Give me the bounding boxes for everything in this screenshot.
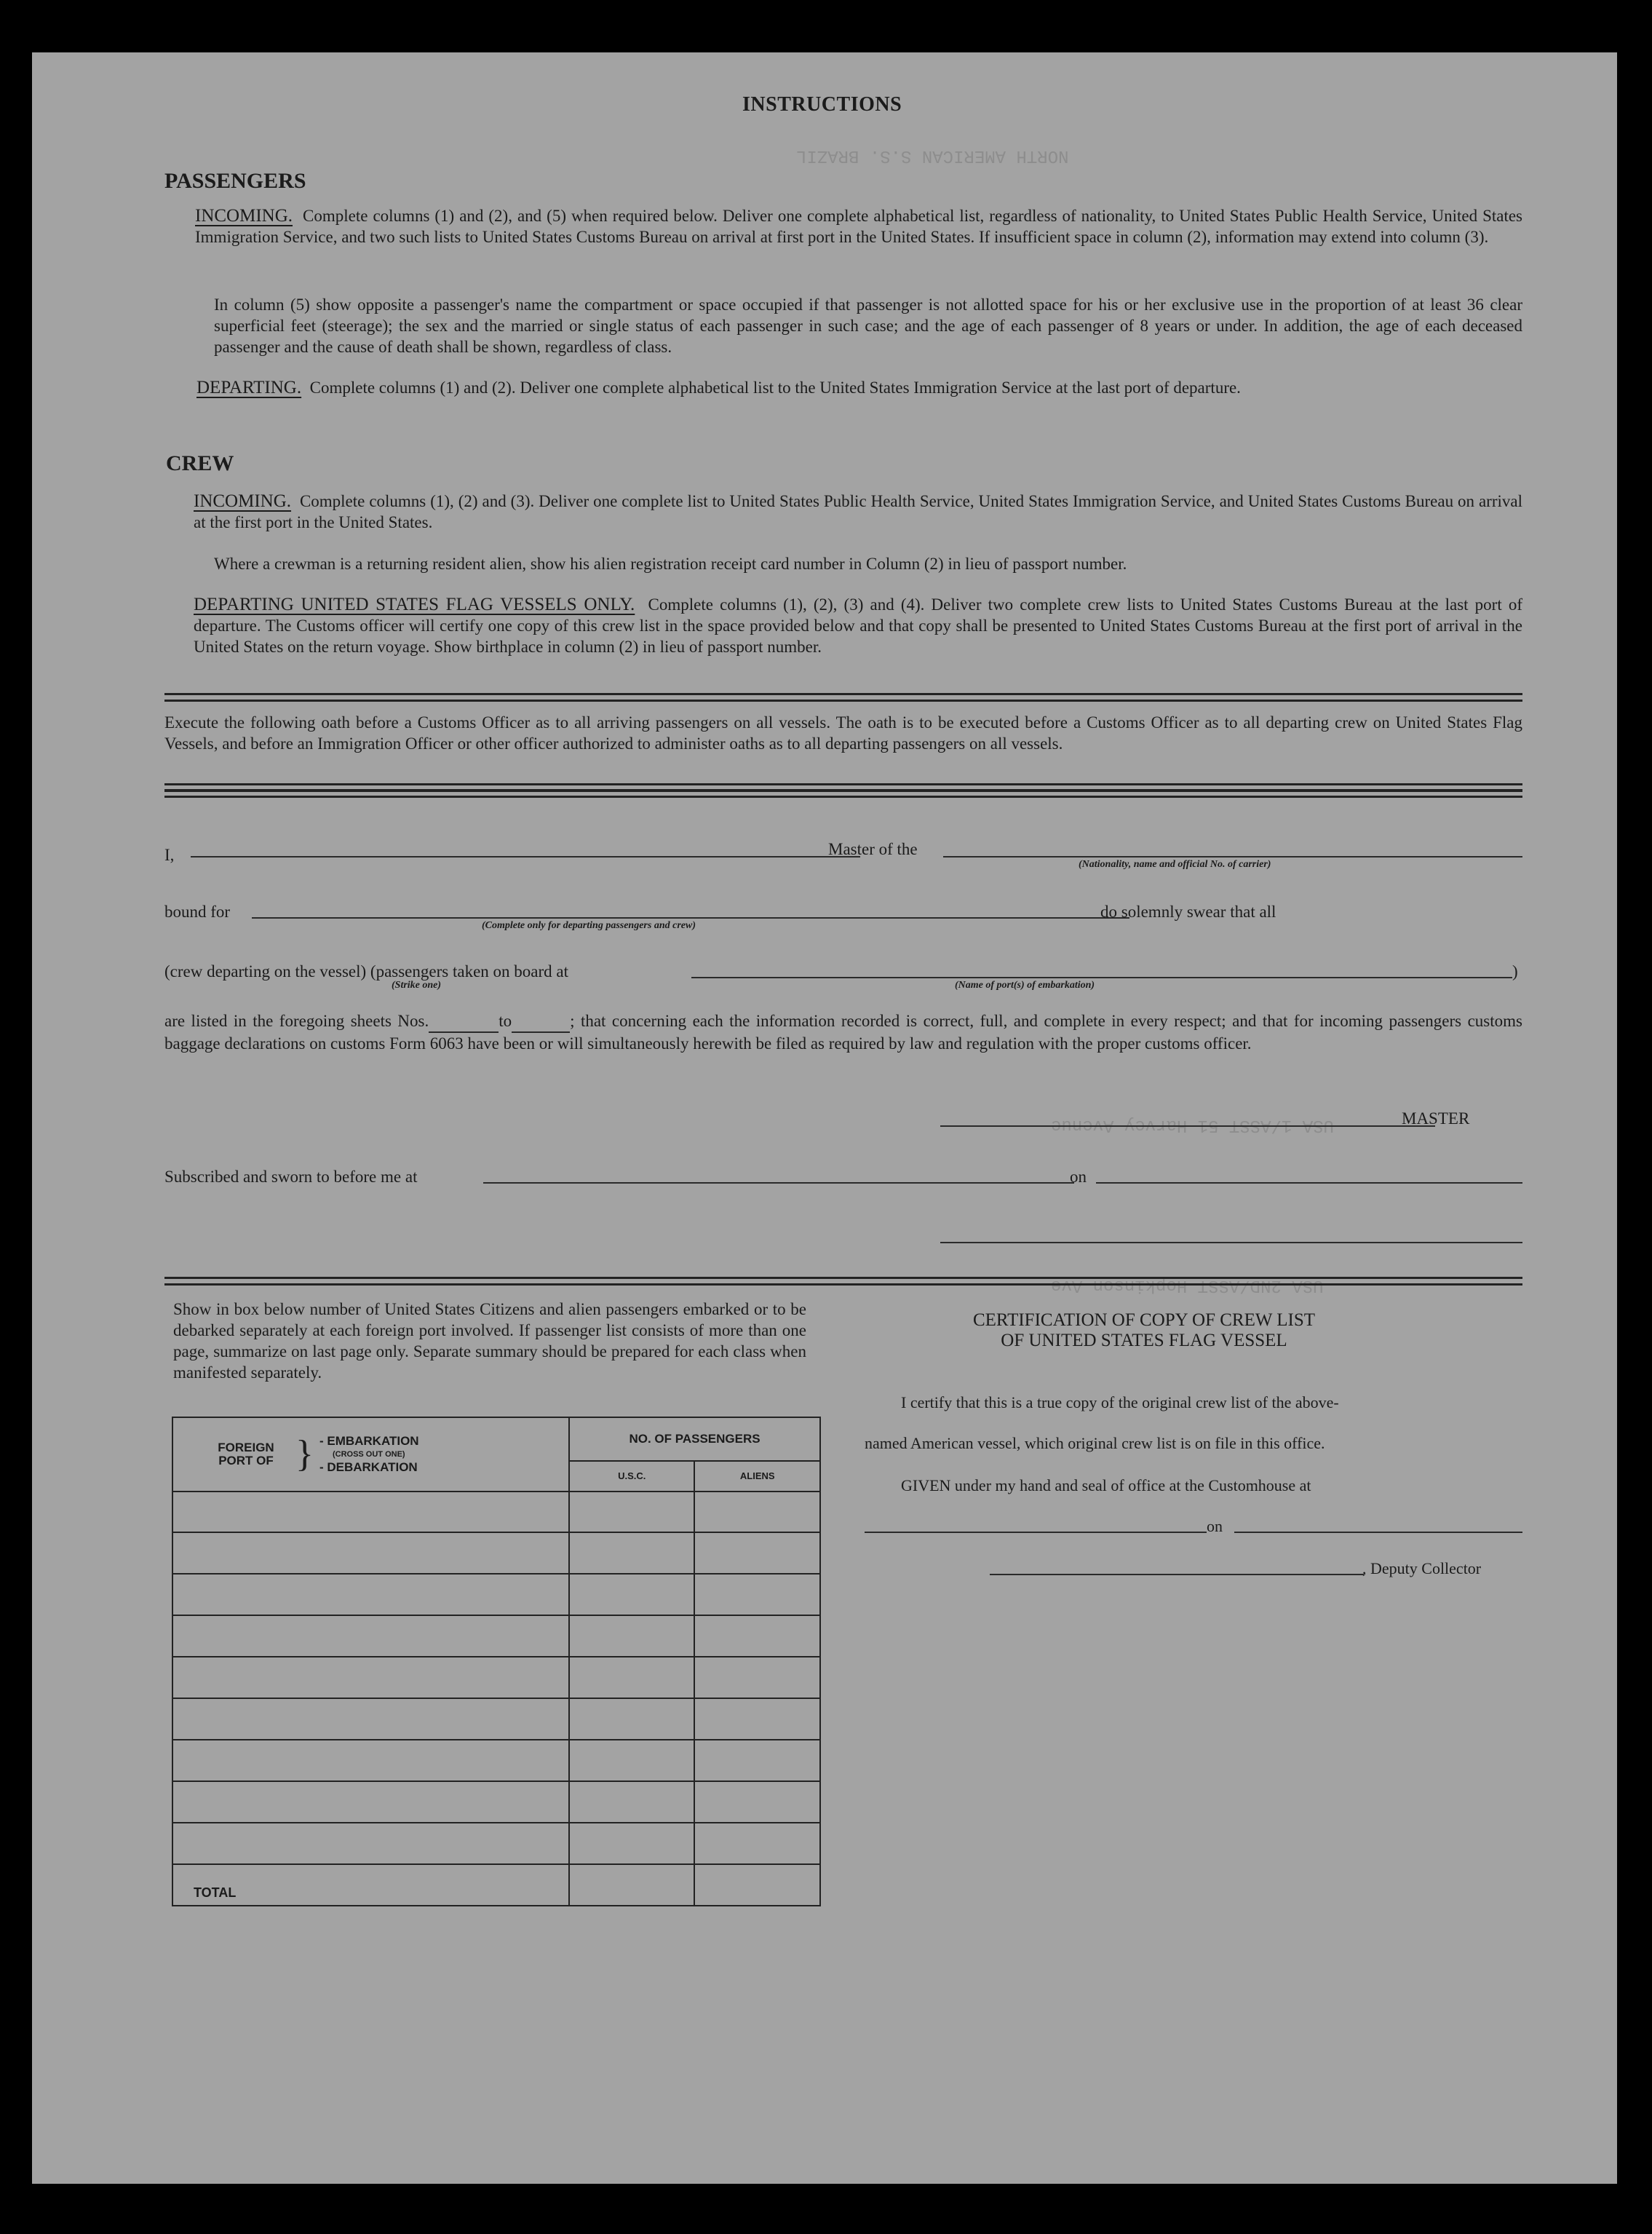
certification-title-line2: OF UNITED STATES FLAG VESSEL: [1001, 1331, 1287, 1350]
port-cell[interactable]: [172, 1698, 569, 1740]
passengers-departing: [196, 377, 1522, 398]
total-label: TOTAL: [172, 1864, 569, 1906]
passengers-column5: In column (5) show opposite a passenger's name the compartment or space occupied if that passenger is not allotted space for his or her exclusive use in the proportion of at least 36 clear superficial feet (steerage); the sex and the married or single status of each passenger in such case; and the age of each passenger of 8 years or under. In addition, the age of each deceased passenger and the cause of death shall be shown, regardless of class.: [214, 296, 1522, 356]
certify-date-field[interactable]: [1234, 1532, 1522, 1533]
crew-incoming-text: Complete columns (1), (2) and (3). Deliver one complete list to United States Public Health Service, United States Immigration Service, and United States Customs Bureau on arrival at the first port in the United States.: [194, 492, 1522, 531]
usc-cell[interactable]: [569, 1615, 694, 1657]
aliens-cell[interactable]: [694, 1781, 820, 1823]
crew-incoming: [194, 491, 1522, 533]
deputy-collector-label: , Deputy Collector: [1362, 1559, 1482, 1577]
swear-label: do solemnly swear that all: [1100, 903, 1276, 921]
embarkation-label: - EMBARKATION: [319, 1434, 419, 1448]
port-cell[interactable]: [172, 1657, 569, 1698]
cross-out-note: (CROSS OUT ONE): [332, 1450, 405, 1459]
usc-cell[interactable]: [569, 1698, 694, 1740]
passengers-departing-text: Complete columns (1) and (2). Deliver one complete alphabetical list to the United States Immigration Service at the last port of departure.: [309, 379, 1241, 397]
usc-cell[interactable]: [569, 1657, 694, 1698]
aliens-cell[interactable]: [694, 1532, 820, 1574]
name-of-port-note: (Name of port(s) of embarkation): [955, 980, 1095, 991]
summary-instructions: Show in box below number of United States Citizens and alien passengers embarked or to be debarked separately at each foreign port involved. If passenger list consists of more than one page, summarize on last page only. Separate summary should be prepared for each class when manifested separately.: [173, 1300, 806, 1382]
are-listed-label: are listed in the foregoing sheets Nos.: [164, 1012, 429, 1030]
nationality-note: (Nationality, name and official No. of carrier): [1079, 859, 1271, 870]
divider: [164, 1277, 1522, 1286]
passengers-heading: PASSENGERS: [164, 169, 306, 193]
crew-departing-text: Complete columns (1), (2), (3) and (4). Deliver two complete crew lists to United States Customs Bureau at the last port of departure. The Customs officer will certify one copy of this crew list in the space provided below and that copy shall be presented to United States Customs Bureau at the first port of arrival in the United States on the return voyage. Show birthplace in column (2) in lieu of passport number.: [194, 595, 1522, 656]
divider: [164, 693, 1522, 702]
bleed-through-text: NORTH AMERICAN S.S. BRAZIL: [796, 146, 1069, 165]
certify-line2: named American vessel, which original crew list is on file in this office.: [865, 1434, 1325, 1452]
bound-for-label: bound for: [164, 903, 231, 921]
usc-cell[interactable]: [569, 1823, 694, 1864]
oath-instructions: Execute the following oath before a Customs Officer as to all arriving passengers on all vessels. The oath is to be executed before a Customs Officer as to all departing crew on United States Flag Vessels, and before an Immigration Officer or other officer authorized to administer oaths as to all departing passengers on all vessels.: [164, 713, 1522, 753]
oath-i: I,: [164, 846, 175, 864]
aliens-total-cell[interactable]: [694, 1864, 820, 1906]
debarkation-label: - DEBARKATION: [319, 1460, 418, 1474]
crew-departing-label: DEPARTING UNITED STATES FLAG VESSELS ONLY.: [194, 595, 635, 614]
aliens-cell[interactable]: [694, 1823, 820, 1864]
crew-passengers-label: (crew departing on the vessel) (passengers taken on board at: [164, 962, 568, 981]
listed-rest-text: ; that concerning each the information recorded is correct, full, and complete in every respect; and that for incoming passengers customs baggage declarations on customs Form 6063 have been or will simultaneously herewith be filed as required by law and regulation with the proper customs officer.: [164, 1012, 1522, 1053]
port-header: [172, 1417, 569, 1492]
port-cell[interactable]: [172, 1532, 569, 1574]
bleed-through-text: USA 1/ASST 51 Harvey Avenue: [1051, 1115, 1334, 1135]
aliens-cell[interactable]: [694, 1492, 820, 1532]
certification-title: [955, 1310, 1333, 1351]
aliens-cell[interactable]: [694, 1615, 820, 1657]
officer-signature-field[interactable]: [940, 1242, 1522, 1243]
listed-sheets-text: [164, 1010, 1522, 1054]
master-signature-field[interactable]: [940, 1125, 1435, 1127]
crew-departing: [194, 594, 1522, 657]
usc-total-cell[interactable]: [569, 1864, 694, 1906]
deputy-collector-signature-field[interactable]: [990, 1574, 1364, 1575]
port-cell[interactable]: [172, 1615, 569, 1657]
crew-heading: CREW: [166, 451, 234, 475]
certify-line3: GIVEN under my hand and seal of office at the Customhouse at: [901, 1476, 1311, 1494]
subscribed-on-label: on: [1070, 1168, 1087, 1186]
subscribed-place-field[interactable]: [483, 1182, 1074, 1184]
port-cell[interactable]: [172, 1740, 569, 1781]
foreign-port-label: FOREIGN PORT OF: [218, 1441, 274, 1467]
embarkation-choice: [319, 1435, 419, 1474]
bound-for-field[interactable]: [252, 917, 1129, 919]
master-of-the-label: Master of the: [828, 840, 918, 858]
port-cell[interactable]: [172, 1492, 569, 1532]
certify-on-label: on: [1207, 1517, 1223, 1535]
embarkation-port-field[interactable]: [691, 977, 1512, 978]
aliens-header: ALIENS: [694, 1461, 820, 1492]
strike-one-note: (Strike one): [392, 980, 442, 991]
certification-title-line1: CERTIFICATION OF COPY OF CREW LIST: [972, 1310, 1316, 1330]
aliens-cell[interactable]: [694, 1657, 820, 1698]
aliens-cell[interactable]: [694, 1698, 820, 1740]
crew-incoming-label: INCOMING.: [194, 491, 292, 511]
sheet-from-field[interactable]: [429, 1010, 499, 1033]
port-cell[interactable]: [172, 1823, 569, 1864]
subscribed-date-field[interactable]: [1096, 1182, 1522, 1184]
crew-resident-alien: Where a crewman is a returning resident alien, show his alien registration receipt card number in Column (2) in lieu of passport number.: [214, 555, 1127, 573]
carrier-field[interactable]: [943, 856, 1522, 857]
passengers-departing-label: DEPARTING.: [196, 378, 302, 397]
form-sheet: [32, 52, 1617, 2184]
usc-cell[interactable]: [569, 1781, 694, 1823]
subscribed-label: Subscribed and sworn to before me at: [164, 1168, 418, 1186]
port-cell[interactable]: [172, 1574, 569, 1615]
port-cell[interactable]: [172, 1781, 569, 1823]
usc-cell[interactable]: [569, 1740, 694, 1781]
brace-icon: }: [295, 1433, 314, 1475]
usc-header: U.S.C.: [569, 1461, 694, 1492]
customhouse-field[interactable]: [865, 1532, 1207, 1533]
usc-cell[interactable]: [569, 1532, 694, 1574]
page-title: INSTRUCTIONS: [742, 93, 902, 116]
to-label: to: [499, 1012, 512, 1030]
complete-only-note: (Complete only for departing passengers and crew): [482, 920, 696, 931]
passengers-incoming-label: INCOMING.: [195, 206, 293, 226]
usc-cell[interactable]: [569, 1574, 694, 1615]
certify-line1: I certify that this is a true copy of the original crew list of the above-: [901, 1393, 1339, 1411]
passengers-incoming-text: Complete columns (1) and (2), and (5) when required below. Deliver one complete alphabetical list, regardless of nationality, to United States Public Health Service, United States Immigration Service, and two such lists to United States Customs Bureau on arrival at first port in the United States. If insufficient space in column (2), information may extend into column (3).: [195, 207, 1523, 246]
usc-cell[interactable]: [569, 1492, 694, 1532]
close-paren: ): [1512, 962, 1518, 981]
bleed-through-text: USA 2ND/ASST Hopkinson Ave: [1051, 1275, 1324, 1295]
aliens-cell[interactable]: [694, 1574, 820, 1615]
divider: [164, 789, 1522, 798]
passengers-incoming: [195, 205, 1522, 247]
aliens-cell[interactable]: [694, 1740, 820, 1781]
master-label: MASTER: [1402, 1109, 1470, 1128]
sheet-to-field[interactable]: [512, 1010, 570, 1033]
passenger-summary-table: [172, 1417, 821, 1906]
master-name-field[interactable]: [191, 856, 860, 857]
no-of-passengers-header: NO. OF PASSENGERS: [569, 1417, 820, 1461]
